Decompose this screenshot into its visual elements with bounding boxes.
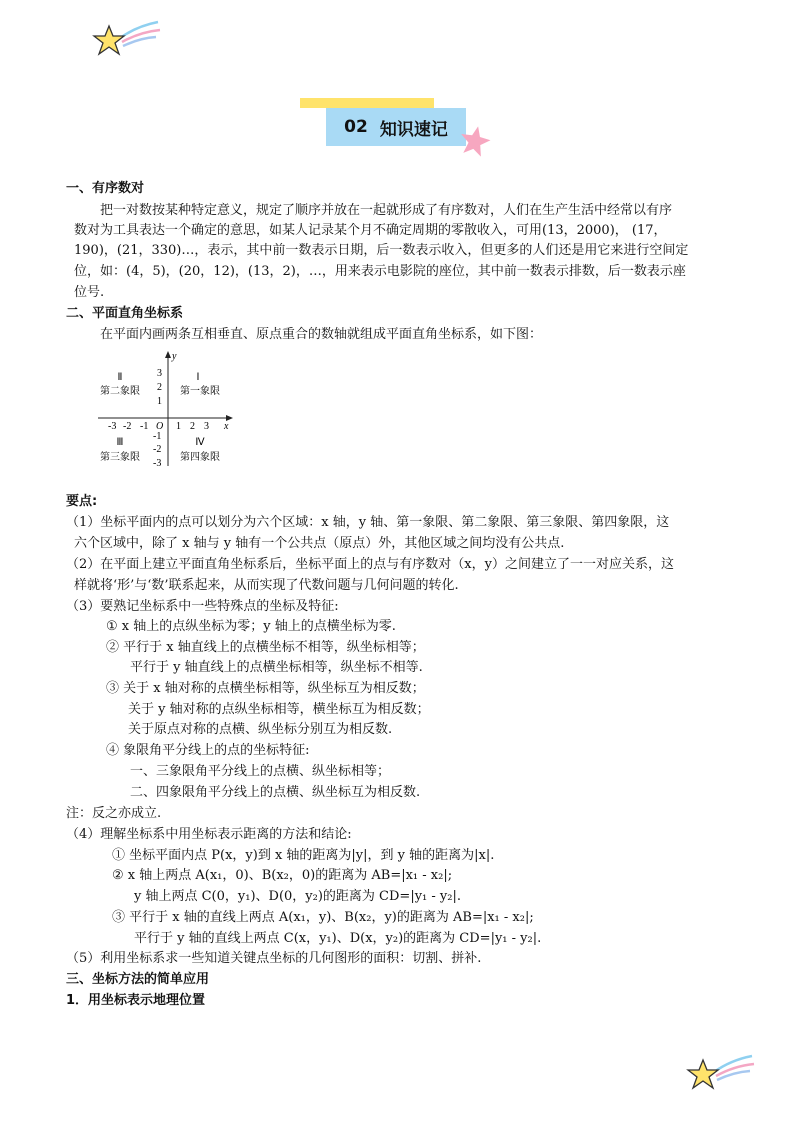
title-number: 02 (344, 117, 368, 137)
quadrant-4-roman: Ⅳ (195, 437, 205, 448)
quadrant-2-label: 第二象限 (100, 386, 140, 397)
paragraph-line: 位号. (74, 285, 105, 300)
point-line: （4）理解坐标系中用坐标表示距离的方法和结论: (66, 827, 352, 842)
quadrant-3-label: 第三象限 (100, 452, 140, 463)
shooting-star-icon (686, 1050, 758, 1096)
y-axis-name: y (172, 351, 177, 362)
point-line: ① x 轴上的点纵坐标为零；y 轴上的点横坐标为零. (106, 619, 396, 634)
shooting-star-icon (92, 16, 164, 62)
heading-coordinate-system: 二、平面直角坐标系 (66, 306, 184, 321)
point-line: ④ 象限角平分线上的点的坐标特征: (106, 743, 310, 758)
x-axis-name: x (224, 421, 229, 432)
point-line: ③ 关于 x 轴对称的点横坐标相等，纵坐标互为相反数； (106, 681, 425, 696)
paragraph-line: 位，如：(4，5)，(20，12)，(13，2)，…，用来表示电影院的座位，其中前一数表示排数，后一数表示座 (74, 264, 686, 279)
origin-label: O (156, 421, 164, 432)
x-tick-label: -3 (108, 421, 117, 432)
point-line: ③ 平行于 x 轴的直线上两点 A(x₁，y)、B(x₂，y)的距离为 AB=|x₁ - x₂|; (112, 910, 534, 925)
paragraph-line: 在平面内画两条互相垂直、原点重合的数轴就组成平面直角坐标系，如下图： (100, 327, 543, 342)
quadrant-1-label: 第一象限 (180, 386, 220, 397)
y-tick-label: -1 (153, 431, 162, 442)
heading-coordinate-applications: 三、坐标方法的简单应用 (66, 972, 210, 987)
point-line: ② 平行于 x 轴直线上的点横坐标不相等，纵坐标相等； (106, 640, 425, 655)
y-axis-arrow-icon (165, 351, 171, 358)
heading-ordered-pairs: 一、有序数对 (66, 181, 145, 196)
y-tick-label: 3 (157, 368, 162, 379)
point-line: 关于原点对称的点横、纵坐标分别互为相反数. (128, 722, 393, 737)
y-tick-label: 1 (157, 396, 162, 407)
point-line: （1）坐标平面内的点可以划分为六个区域：x 轴，y 轴、第一象限、第二象限、第三象限、第四象限，这 (66, 515, 670, 530)
title-accent-bar (300, 98, 434, 108)
heading-key-points: 要点: (66, 494, 98, 509)
y-tick-label: -3 (153, 458, 162, 469)
point-line: 六个区域中，除了 x 轴与 y 轴有一个公共点（原点）外，其他区域之间均没有公共点. (74, 536, 565, 551)
paragraph-line: 190)，(21，330)…，表示，其中前一数表示日期，后一数表示收入，但更多的人们还是用它来进行空间定 (74, 243, 689, 258)
paragraph-line: 把一对数按某种特定意义，规定了顺序并放在一起就形成了有序数对，人们在生产生活中经常以有序 (100, 203, 673, 218)
title-box (326, 108, 466, 146)
point-line: ① 坐标平面内点 P(x，y)到 x 轴的距离为|y|，到 y 轴的距离为|x|. (112, 848, 495, 863)
x-tick-label: 3 (204, 421, 209, 432)
quadrant-1-roman: Ⅰ (196, 372, 200, 383)
x-tick-label: 1 (176, 421, 181, 432)
point-line: 样就将‘形’与‘数’联系起来，从而实现了代数问题与几何问题的转化. (74, 578, 459, 593)
quadrant-3-roman: Ⅲ (116, 437, 124, 448)
point-line: （5）利用坐标系求一些知道关键点坐标的几何图形的面积：切割、拼补. (66, 951, 482, 966)
point-line: 平行于 y 轴直线上的点横坐标相等，纵坐标不相等. (130, 660, 423, 675)
point-line: 关于 y 轴对称的点纵坐标相等，横坐标互为相反数； (128, 702, 430, 717)
title-text: 知识速记 (379, 119, 448, 140)
point-line: 注：反之亦成立. (66, 806, 162, 821)
quadrant-2-roman: Ⅱ (117, 372, 123, 383)
y-tick-label: -2 (153, 444, 162, 455)
subheading-geography: 1．用坐标表示地理位置 (66, 993, 206, 1008)
section-title (300, 98, 480, 158)
y-tick-label: 2 (157, 382, 162, 393)
point-line: 一、三象限角平分线上的点横、纵坐标相等； (130, 764, 391, 779)
x-tick-label: -2 (123, 421, 132, 432)
coordinate-plane-figure (90, 348, 240, 470)
paragraph-line: 数对为工具表达一个确定的意思，如某人记录某个月不确定周期的零散收入，可用(13，2000)， (17， (74, 223, 667, 238)
x-tick-label: 2 (190, 421, 195, 432)
point-line: y 轴上两点 C(0，y₁)、D(0，y₂)的距离为 CD=|y₁ - y₂|. (134, 889, 461, 904)
quadrant-4-label: 第四象限 (180, 452, 220, 463)
pink-star-icon (458, 124, 492, 158)
point-line: 二、四象限角平分线上的点横、纵坐标互为相反数. (130, 785, 421, 800)
point-line: （3）要熟记坐标系中一些特殊点的坐标及特征: (66, 599, 339, 614)
point-line: ② x 轴上两点 A(x₁，0)、B(x₂，0)的距离为 AB=|x₁ - x₂|; (112, 868, 453, 883)
point-line: （2）在平面上建立平面直角坐标系后，坐标平面上的点与有序数对（x，y）之间建立了一一对应关系，这 (66, 557, 674, 572)
x-tick-label: -1 (140, 421, 149, 432)
point-line: 平行于 y 轴的直线上两点 C(x，y₁)、D(x，y₂)的距离为 CD=|y₁ - y₂|. (134, 931, 542, 946)
